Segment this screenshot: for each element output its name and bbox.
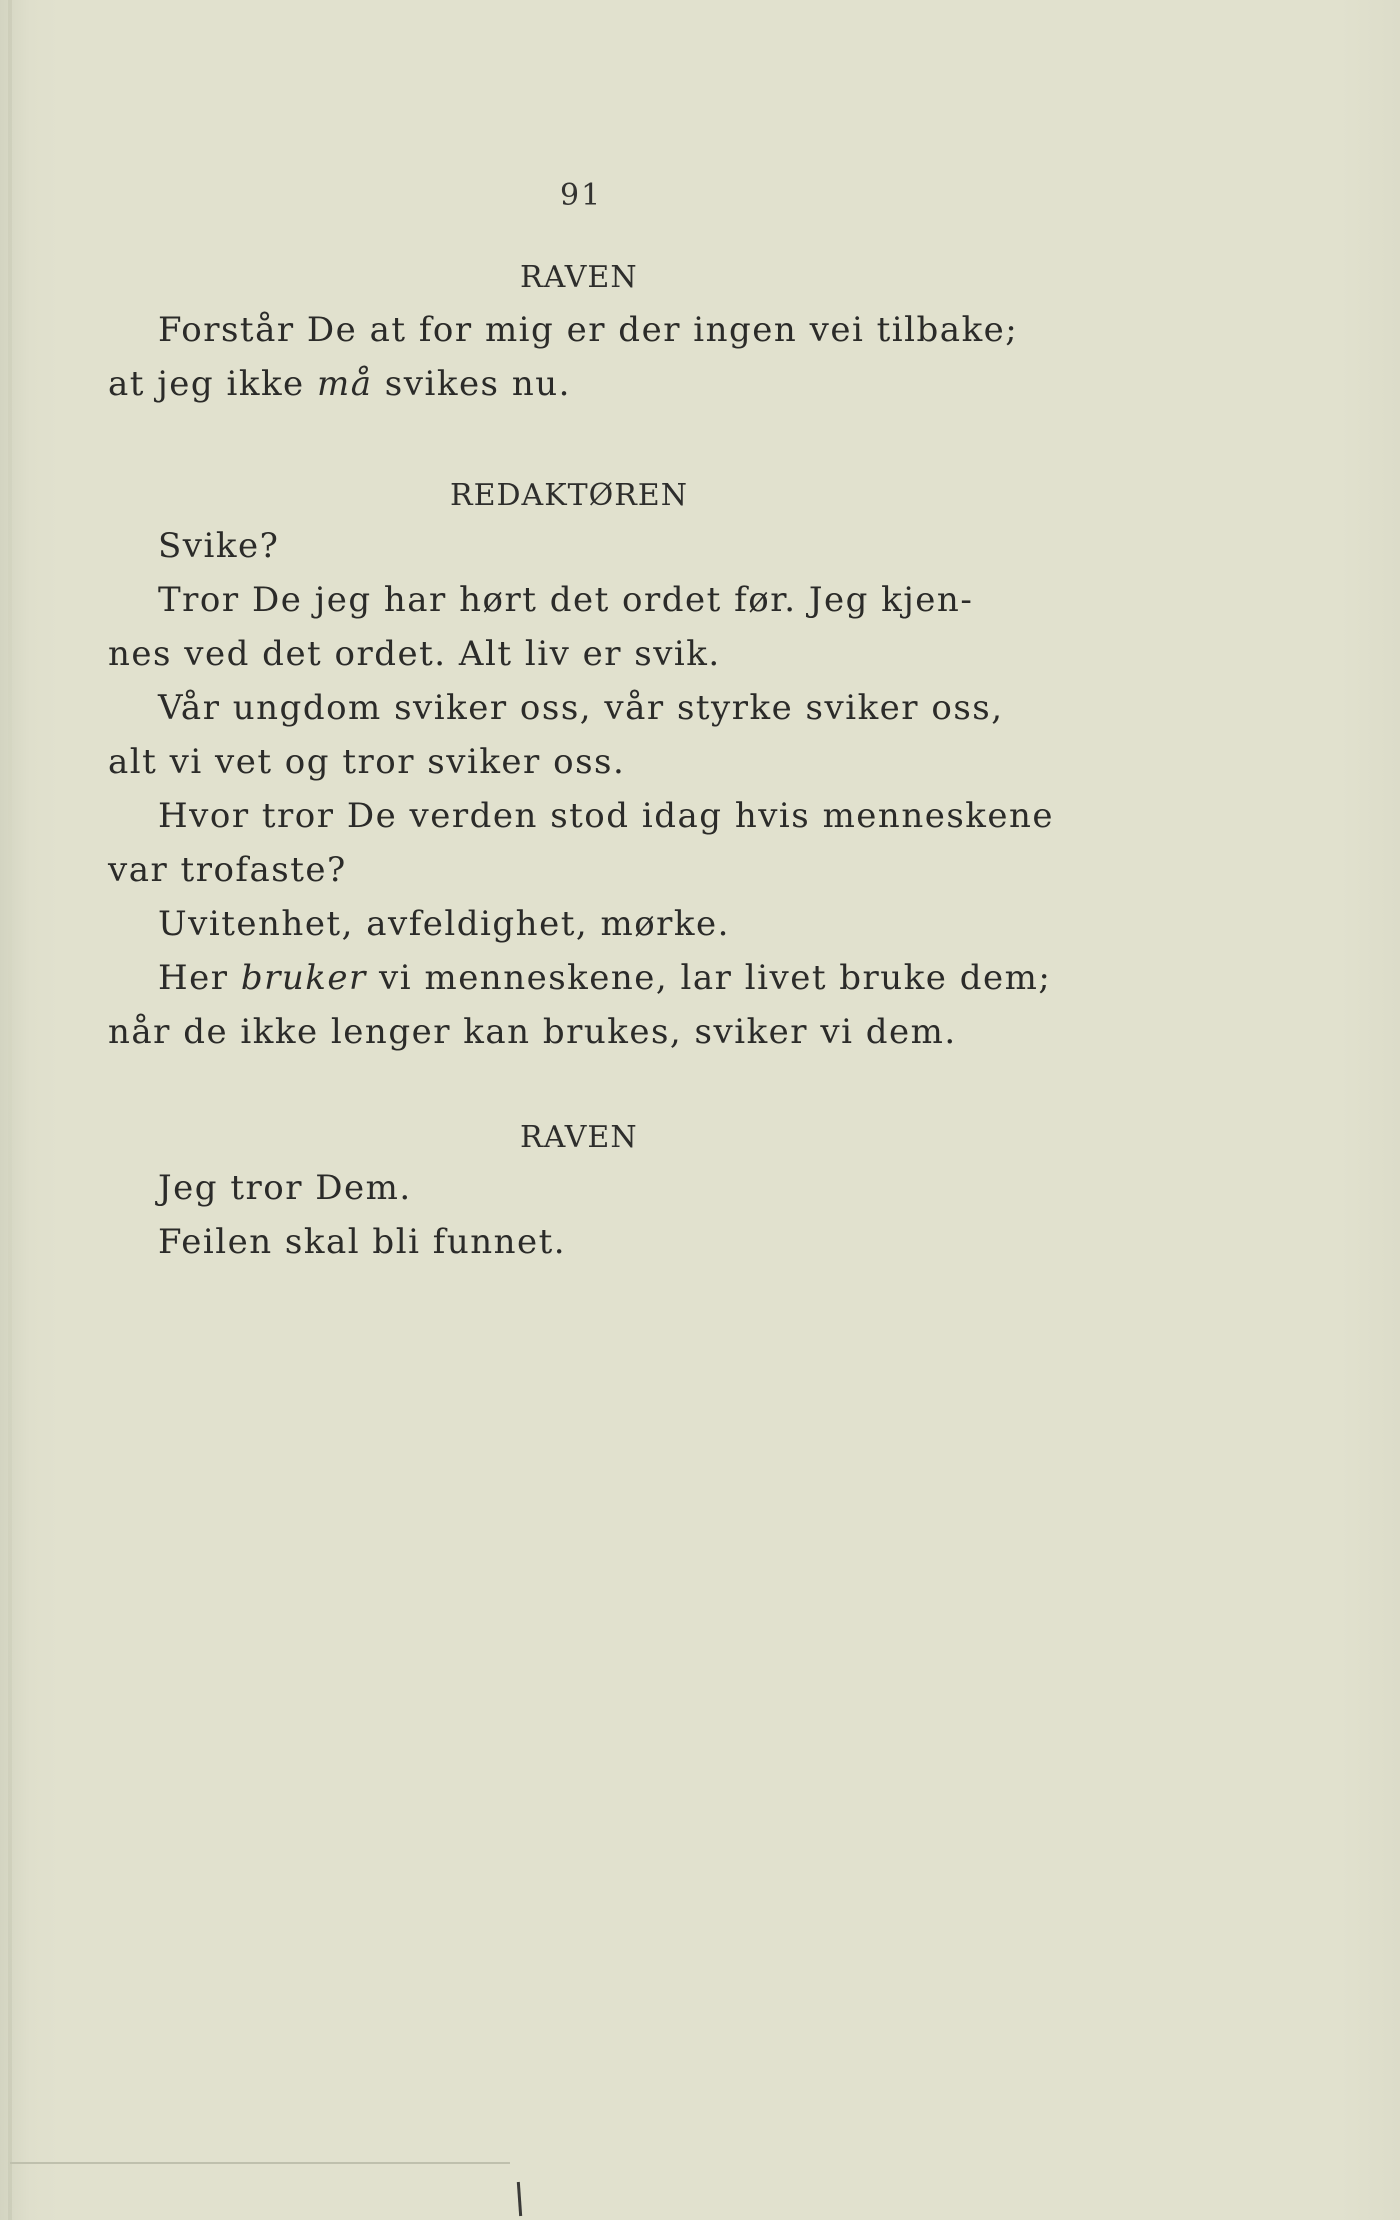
- emphasis-text: må: [316, 364, 373, 404]
- text-segment: at jeg ikke: [108, 364, 317, 404]
- emphasis-text: bruker: [240, 958, 367, 998]
- speaker-raven-1: RAVEN: [520, 260, 638, 295]
- page-number: 91: [560, 178, 603, 213]
- text-segment: vi menneskene, lar livet bruke dem;: [366, 958, 1052, 998]
- text-line: [158, 958, 1051, 998]
- text-line: Feilen skal bli funnet.: [158, 1222, 567, 1262]
- speaker-raven-2: RAVEN: [520, 1120, 638, 1155]
- text-line: når de ikke lenger kan brukes, sviker vi dem.: [108, 1012, 957, 1052]
- text-segment: Her: [158, 958, 241, 998]
- text-line: Tror De jeg har hørt det ordet før. Jeg kjen-: [158, 580, 974, 620]
- speaker-redaktoren: REDAKTØREN: [450, 478, 688, 513]
- text-line: var trofaste?: [108, 850, 347, 890]
- text-line: Jeg tror Dem.: [158, 1168, 412, 1208]
- text-line: Uvitenhet, avfeldighet, mørke.: [158, 904, 730, 944]
- text-line: Vår ungdom sviker oss, vår styrke sviker oss,: [158, 688, 1004, 728]
- text-line: [108, 364, 571, 404]
- scan-artifact-line: [10, 2162, 510, 2164]
- text-line: Forstår De at for mig er der ingen vei tilbake;: [158, 310, 1019, 350]
- scan-artifact-mark: [517, 2182, 522, 2216]
- text-line: Hvor tror De verden stod idag hvis menneskene: [158, 796, 1055, 836]
- binding-edge: [8, 0, 12, 2220]
- text-line: Svike?: [158, 526, 280, 566]
- text-line: alt vi vet og tror sviker oss.: [108, 742, 626, 782]
- text-line: nes ved det ordet. Alt liv er svik.: [108, 634, 721, 674]
- text-segment: svikes nu.: [372, 364, 571, 404]
